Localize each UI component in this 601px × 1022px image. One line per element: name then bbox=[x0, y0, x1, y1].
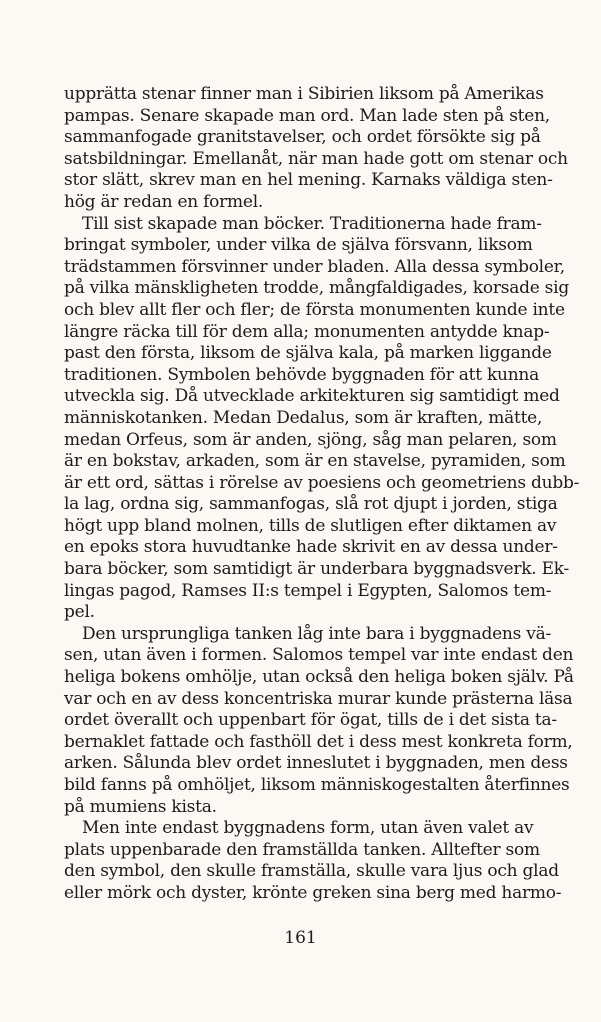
text-line: den symbol, den skulle framställa, skulle vara ljus och glad bbox=[64, 861, 559, 882]
paragraph bbox=[64, 213, 580, 624]
text-line: la lag, ordna sig, sammanfogas, slå rot djupt i jorden, stiga bbox=[64, 494, 558, 515]
text-line: är en bokstav, arkaden, som är en stavelse, pyramiden, som bbox=[64, 451, 566, 472]
text-line: ordet överallt och uppenbart för ögat, tills de i det sista ta- bbox=[64, 710, 557, 731]
paragraph bbox=[64, 84, 568, 214]
text-line: satsbildningar. Emellanåt, när man hade gott om stenar och bbox=[64, 148, 568, 169]
text-line: var och en av dess koncentriska murar kunde prästerna läsa bbox=[64, 688, 573, 709]
text-line: Men inte endast byggnadens form, utan även valet av bbox=[82, 818, 534, 839]
text-line: past den första, liksom de själva kala, på marken liggande bbox=[64, 343, 552, 364]
paragraph bbox=[64, 818, 562, 904]
text-line: pampas. Senare skapade man ord. Man lade sten på sten, bbox=[64, 105, 550, 126]
text-line: Den ursprungliga tanken låg inte bara i byggnadens vä- bbox=[82, 623, 551, 644]
page-number: 161 bbox=[284, 928, 317, 948]
text-line: bild fanns på omhöljet, liksom människogestalten återfinnes bbox=[64, 775, 570, 795]
text-line: upprätta stenar finner man i Sibirien liksom på Amerikas bbox=[64, 84, 544, 104]
text-line: stor slätt, skrev man en hel mening. Karnaks väldiga sten- bbox=[64, 170, 553, 191]
text-line: heliga bokens omhölje, utan också den heliga boken själv. På bbox=[64, 667, 574, 688]
text-line: hög är redan en formel. bbox=[64, 191, 264, 212]
text-line: eller mörk och dyster, krönte greken sina berg med harmo- bbox=[64, 882, 562, 903]
paragraph bbox=[64, 623, 574, 818]
text-line: arken. Sålunda blev ordet inneslutet i byggnaden, men dess bbox=[64, 753, 568, 774]
text-line: på mumiens kista. bbox=[64, 796, 217, 817]
text-line: är ett ord, sättas i rörelse av poesiens och geometriens dubb- bbox=[64, 472, 580, 493]
text-line: en epoks stora huvudtanke hade skrivit en av dessa under- bbox=[64, 537, 558, 558]
text-line: bringat symboler, under vilka de själva försvann, liksom bbox=[64, 235, 533, 256]
book-page-text bbox=[64, 84, 580, 905]
text-line: på vilka mänskligheten trodde, mångfaldigades, korsade sig bbox=[64, 278, 569, 299]
text-line: traditionen. Symbolen behövde byggnaden för att kunna bbox=[64, 364, 540, 385]
text-line: sammanfogade granitstavelser, och ordet försökte sig på bbox=[64, 127, 541, 148]
text-line: sen, utan även i formen. Salomos tempel var inte endast den bbox=[64, 645, 574, 666]
text-line: trädstammen försvinner under bladen. Alla dessa symboler, bbox=[64, 256, 565, 277]
text-line: plats uppenbarade den framställda tanken. Alltefter som bbox=[64, 839, 540, 860]
text-line: högt upp bland molnen, tills de slutligen efter diktamen av bbox=[64, 515, 557, 536]
text-line: längre räcka till för dem alla; monumenten antydde knap- bbox=[64, 321, 550, 342]
text-line: bernaklet fattade och fasthöll det i dess mest konkreta form, bbox=[64, 731, 573, 752]
text-line: medan Orfeus, som är anden, sjöng, såg man pelaren, som bbox=[64, 429, 557, 450]
text-line: människotanken. Medan Dedalus, som är kraften, mätte, bbox=[64, 407, 543, 428]
text-line: bara böcker, som samtidigt är underbara byggnadsverk. Ek- bbox=[64, 559, 569, 580]
text-line: och blev allt fler och fler; de första monumenten kunde inte bbox=[64, 299, 565, 320]
text-line: utveckla sig. Då utvecklade arkitekturen sig samtidigt med bbox=[64, 386, 560, 407]
text-line: pel. bbox=[64, 602, 95, 623]
text-line: lingas pagod, Ramses II:s tempel i Egypten, Salomos tem- bbox=[64, 580, 552, 601]
text-line: Till sist skapade man böcker. Traditionerna hade fram- bbox=[82, 213, 542, 234]
